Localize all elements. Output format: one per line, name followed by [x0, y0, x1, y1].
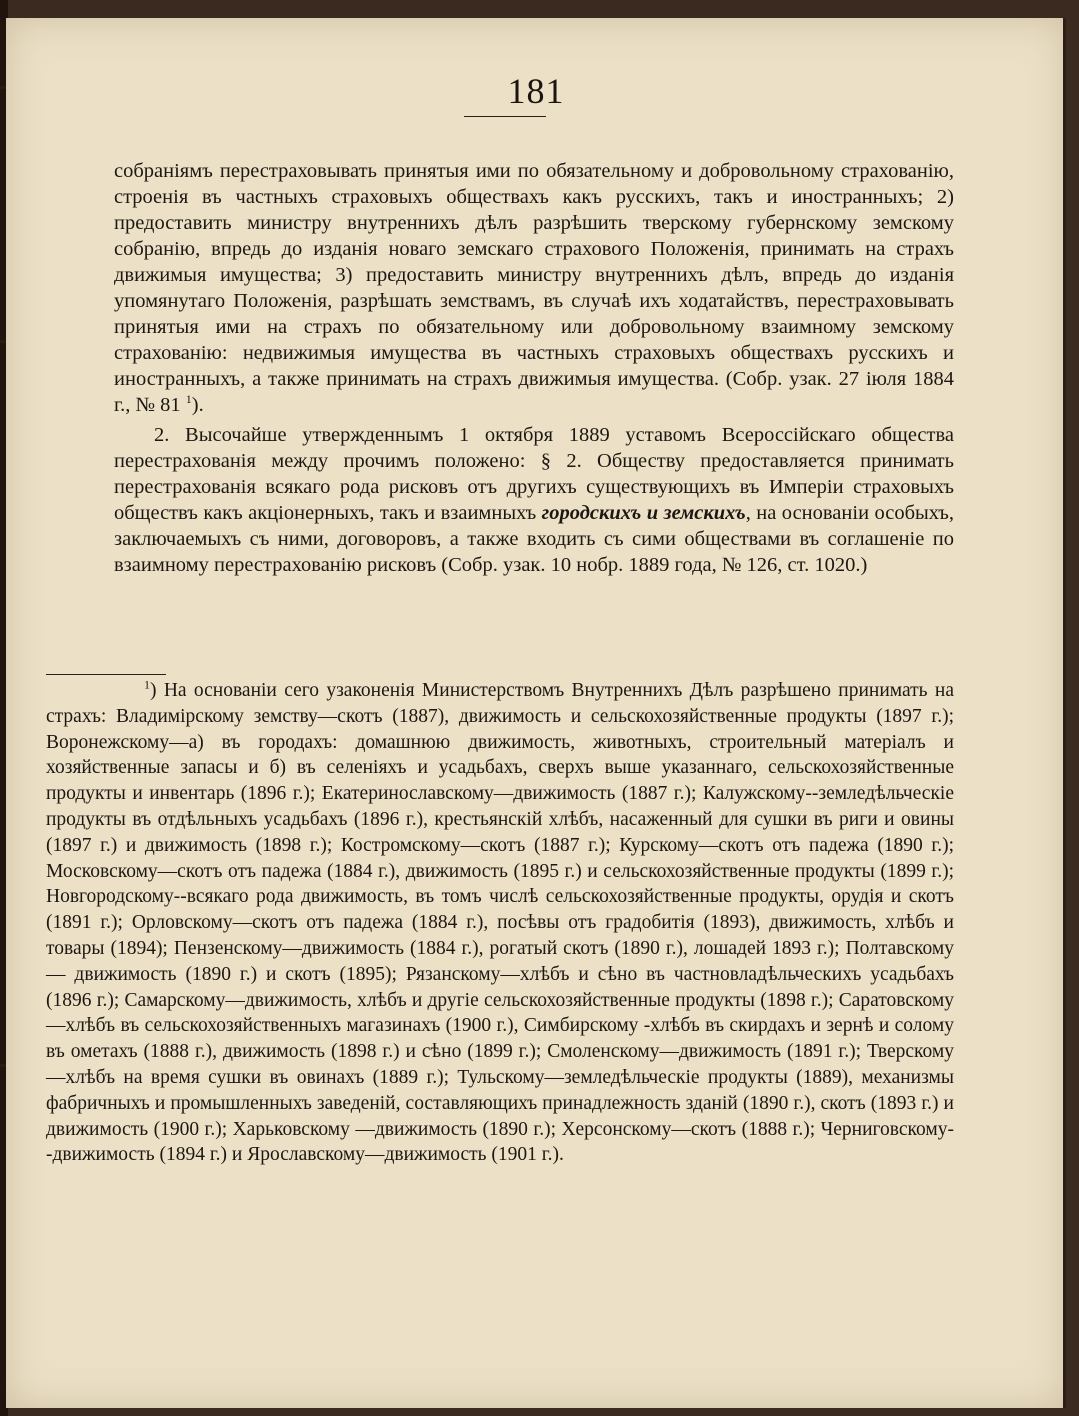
- footnote-paragraph: [46, 678, 954, 1168]
- paragraph-2-after-italic: , на основаніи особыхъ, заключаемыхъ съ ними, договоровъ, а также входить съ сими обществами въ соглашеніе по взаимному перестрахованію рисковъ (Собр. узак. 10 нобр. 1889 года, № 126, ст. 1020.): [114, 502, 955, 576]
- page-number-underline: [464, 116, 546, 117]
- paragraph-2: [114, 422, 954, 578]
- book-page: [6, 18, 1066, 1408]
- page-number: 181: [507, 71, 565, 111]
- page-edge: [1063, 18, 1066, 1408]
- paragraph-2-before-italic: 2. Высочайше утвержденнымъ 1 октября 1889 уставомъ Всероссійскаго общества перестрахованія между прочимъ положено: § 2. Обществу предоставляется принимать перестрахованія всякаго рода рисковъ отъ другихъ существующихъ въ Имперіи страховыхъ обществъ какъ акціонерныхъ, такъ и взаимныхъ: [114, 424, 954, 524]
- footnote: [46, 678, 954, 1168]
- footnote-separator: [46, 674, 166, 675]
- paragraph-2-italic-phrase: городскихъ и земскихъ: [541, 502, 746, 524]
- paragraph-1-tail: ).: [191, 394, 204, 416]
- paragraph-1: [114, 158, 954, 418]
- footnote-reference: 1: [185, 392, 192, 407]
- footnote-text: ) На основаніи сего узаконенія Министерствомъ Внутреннихъ Дѣлъ разрѣшено принимать на страхъ: Владимірскому земству—скотъ (1887), движимость и сельскохозяйственные продукты (1897 г.); Воронежскому—а) въ городахъ: домашнюю движимость, животныхъ, строительный матеріалъ и хозяйственные запасы и б) въ селеніяхъ и усадьбахъ, сверхъ выше указаннаго, сельскохозяйственные продукты и инвентарь (1896 г.); Екатеринославскому—движимость (1887 г.); Калужскому--земледѣльческіе продукты въ отдѣльныхъ усадьбахъ (1896 г.), крестьянскій хлѣбъ, насаженный для сушки въ риги и овины (1897 г.) и движимость (1898 г.); Костромскому—скотъ (1887 г.); Курскому—скотъ отъ падежа (1890 г.); Московскому—скотъ отъ падежа (1884 г.), движимость (1895 г.) и сельскохозяйственные продукты (1899 г.); Новгородскому--всякаго рода движимость, въ томъ числѣ сельскохозяйственные продукты, орудія и скотъ (1891 г.); Орловскому—скотъ отъ падежа (1884 г.), посѣвы отъ градобитія (1893), движимость, хлѣбъ и товары (1894); Пензенскому—движимость (1884 г.), рогатый скотъ (1890 г.), лошадей 1893 г.); Полтавскому — движимость (1890 г.) и скотъ (1895); Рязанскому—хлѣбъ и сѣно въ частновладѣльческихъ усадьбахъ (1896 г.); Самарскому—движимость, хлѣбъ и другіе сельскохозяйственные продукты (1898 г.); Саратовскому—хлѣбъ въ сельскохозяйственныхъ магазинахъ (1900 г.), Симбирскому -хлѣбъ въ скирдахъ и зернѣ и солому въ ометахъ (1888 г.), движимость (1898 г.) и сѣно (1899 г.); Смоленскому—движимость (1891 г.); Тверскому—хлѣбъ на время сушки въ овинахъ (1889 г.); Тульскому—земледѣльческіе продукты (1889), механизмы фабричныхъ и промышленныхъ заведеній, составляющихъ принадлежность зданій (1890 г.), скотъ (1893 г.) и движимость (1900 г.); Харьковскому —движимость (1890 г.); Херсонскому—скотъ (1888 г.); Черниговскому--движимость (1894 г.) и Ярославскому—движимость (1901 г.).: [46, 680, 954, 1166]
- footnote-marker: 1: [144, 677, 150, 692]
- paragraph-1-text: собраніямъ перестраховывать принятыя ими по обязательному и добровольному страхованію, строенія въ частныхъ страховыхъ обществахъ какъ русскихъ, такъ и иностранныхъ; 2) предоставить министру внутреннихъ дѣлъ разрѣшить тверскому губернскому земскому собранію, впредь до изданія новаго земскаго страхового Положенія, принимать на страхъ движимыя имущества; 3) предоставить министру внутреннихъ дѣлъ, впредь до изданія упомянутаго Положенія, разрѣшать земствамъ, въ случаѣ ихъ ходатайствъ, перестраховывать принятыя ими на страхъ по обязательному или добровольному взаимному земскому страхованію: недвижимыя имущества въ частныхъ страховыхъ обществахъ русскихъ и иностранныхъ, а также принимать на страхъ движимыя имущества. (Собр. узак. 27 іюля 1884 г., № 81: [114, 160, 954, 416]
- main-text: [114, 158, 954, 578]
